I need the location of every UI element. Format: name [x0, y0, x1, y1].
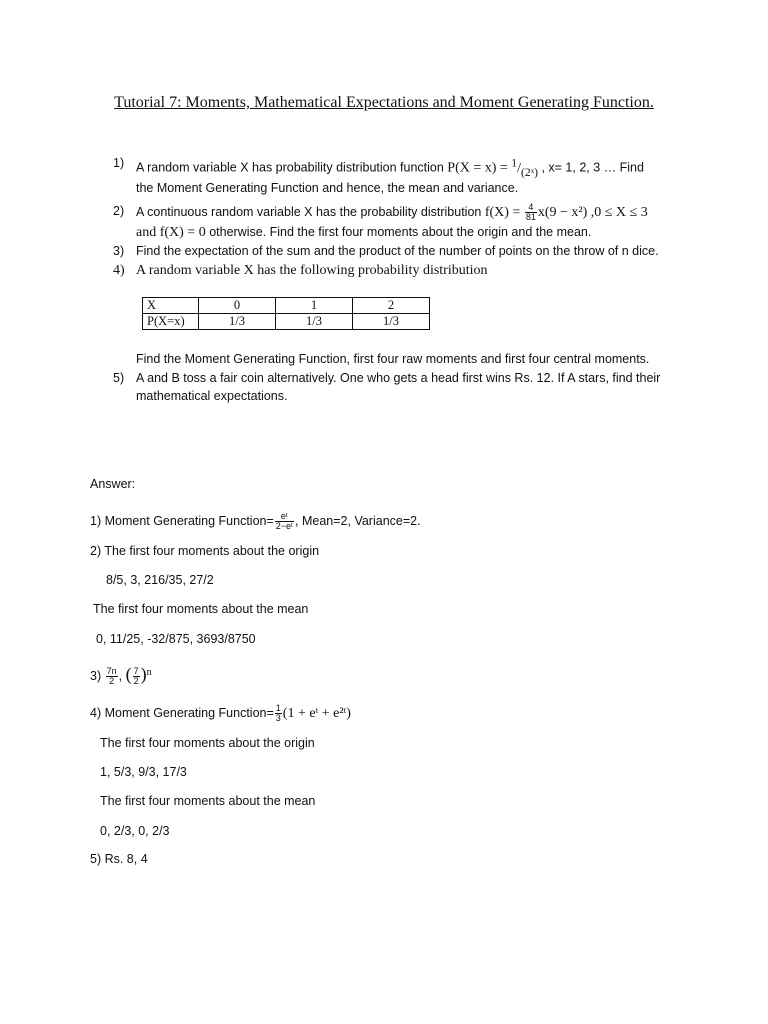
question-1-fraction: $^1/_{(2ˣ)}$: [511, 156, 538, 179]
question-1-line-2: the Moment Generating Function and hence, the mean and variance.: [136, 181, 519, 195]
answer-2-origin-values: 8/5, 3, 216/35, 27/2: [106, 573, 214, 587]
question-3-text: Find the expectation of the sum and the product of the number of points on the throw of n dice.: [136, 244, 659, 258]
answer-4-mean-values: 0, 2/3, 0, 2/3: [100, 824, 170, 838]
table-cell: 1/3: [276, 314, 353, 330]
table-cell: 1: [276, 298, 353, 314]
answer-4-origin-values: 1, 5/3, 9/3, 17/3: [100, 765, 187, 779]
question-3-number: 3): [113, 244, 125, 258]
table-cell: 0: [199, 298, 276, 314]
question-1-number: 1): [113, 156, 125, 170]
answer-2-mean-heading: The first four moments about the mean: [93, 602, 309, 616]
answer-heading: Answer:: [90, 477, 136, 491]
question-2-fraction: $\frac{4}{81}$: [525, 202, 536, 222]
question-5-line-1: A and B toss a fair coin alternatively. One who gets a head first wins Rs. 12. If A stars, find their: [136, 371, 661, 385]
question-1-line-1: A random variable X has probability distribution function $P(X = x) = ^1/_{(2ˣ)}$ , x= 1, 2, 3 … Find: [136, 156, 644, 179]
answer-2-mean-values: 0, 11/25, -32/875, 3693/8750: [96, 632, 256, 646]
answer-2-heading: 2) The first four moments about the origin: [90, 544, 320, 558]
answer-3-fraction-1: $\frac{7n}{2}$: [106, 666, 117, 687]
question-4-number: 4): [113, 263, 125, 278]
table-row: [143, 314, 430, 330]
table-cell: 1/3: [199, 314, 276, 330]
question-2-line-1: A continuous random variable X has the probability distribution f(X) = $\frac{4}{81}$ x(9 − x²) ,0 ≤ X ≤ 3: [136, 202, 648, 222]
probability-table: [142, 297, 430, 330]
table-row: [143, 298, 430, 314]
table-cell: 1/3: [353, 314, 430, 330]
table-cell: X: [143, 298, 199, 314]
question-1-formula: P(X = x) =: [447, 160, 508, 176]
answer-1: 1) Moment Generating Function= $\frac{\text{eᵗ}}{\text{2−eᵗ}}$ , Mean=2, Variance=2.: [90, 511, 421, 531]
question-5-line-2: mathematical expectations.: [136, 389, 288, 403]
question-2-line-2: and f(X) = 0 otherwise. Find the first four moments about the origin and the mean.: [136, 225, 592, 240]
answer-3-fraction-2: $\frac{7}{2}$: [133, 666, 139, 687]
question-2-number: 2): [113, 204, 125, 218]
answer-4-origin-heading: The first four moments about the origin: [100, 736, 315, 750]
answer-5: 5) Rs. 8, 4: [90, 852, 148, 866]
page-title: Tutorial 7: Moments, Mathematical Expectations and Moment Generating Function.: [114, 94, 654, 111]
question-5-number: 5): [113, 371, 125, 385]
answer-3: 3) $\frac{7n}{2}$ , ( $\frac{7}{2}$ )$^n$: [90, 664, 152, 687]
table-cell: 2: [353, 298, 430, 314]
answer-1-fraction: $\frac{\text{eᵗ}}{\text{2−eᵗ}}$: [275, 511, 294, 531]
table-cell: P(X=x): [143, 314, 199, 330]
answer-4-mean-heading: The first four moments about the mean: [100, 794, 316, 808]
answer-4-fraction: $\frac{1}{3}$: [275, 703, 281, 723]
question-4-text: A random variable X has the following probability distribution: [136, 263, 488, 278]
question-4-after: Find the Moment Generating Function, first four raw moments and first four central moments.: [136, 352, 650, 366]
answer-4: 4) Moment Generating Function= $\frac{1}{3}$ (1 + eᵗ + e²ᵗ): [90, 703, 351, 723]
